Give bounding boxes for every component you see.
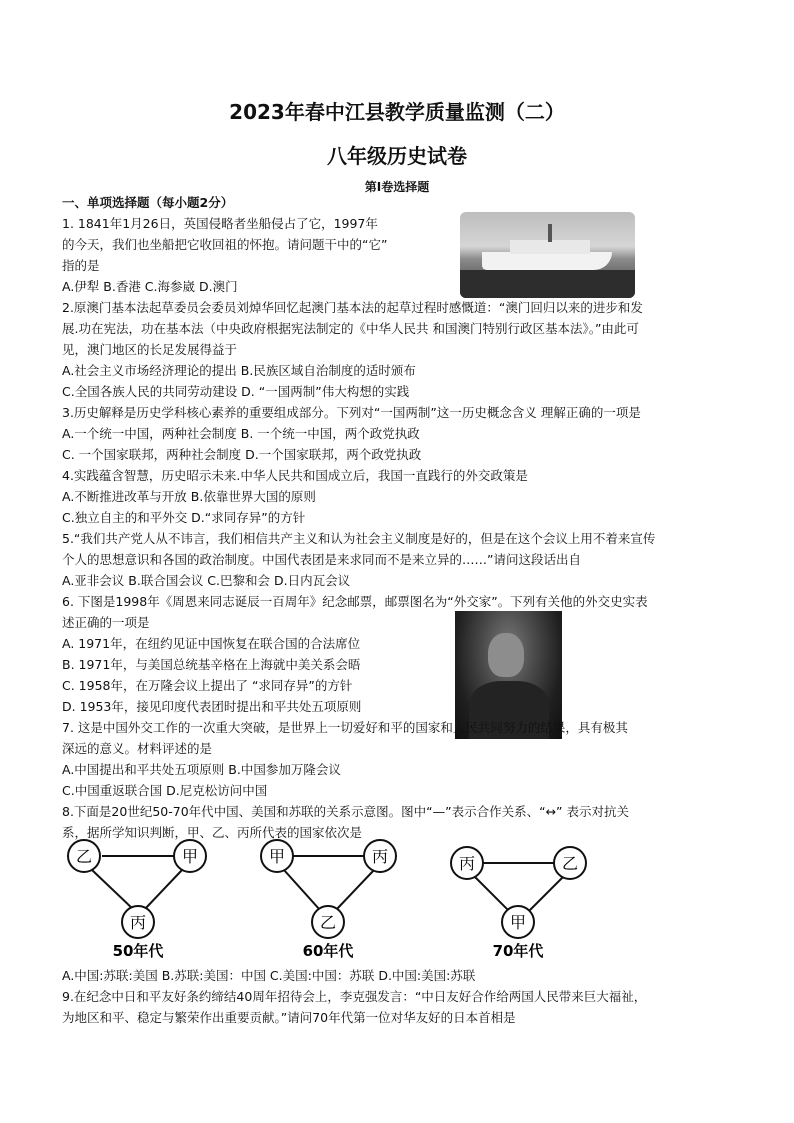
question-4-options-2: C.独立自主的和平外交 D.“求同存异”的方针 — [62, 510, 306, 525]
ship-photo — [460, 212, 635, 298]
diagram-50s — [68, 840, 206, 960]
node-label: 丙 — [371, 847, 389, 866]
decade-label: 60年代 — [302, 942, 354, 960]
node-label: 甲 — [509, 913, 527, 932]
question-4-options-1: A.不断推进改革与开放 B.依靠世界大国的原则 — [62, 489, 316, 504]
decade-label: 70年代 — [492, 942, 544, 960]
diagram-70s — [451, 847, 586, 960]
exam-subtitle: 八年级历史试卷 — [327, 144, 467, 168]
question-1-line-3: 指的是 — [62, 258, 100, 273]
question-6-option-d: D. 1953年，接见印度代表团时提出和平共处五项原则 — [62, 699, 362, 714]
question-8-line-1: 8.下面是20世纪50-70年代中国、美国和苏联的关系示意图。图中“—”表示合作关系、“↔” 表示对抗关 — [62, 804, 630, 819]
question-2-options-2: C.全国各族人民的共同劳动建设 D. “一国两制”伟大构想的实践 — [62, 384, 410, 399]
section-title: 一、单项选择题（每小题2分） — [62, 195, 234, 210]
question-6-option-a: A. 1971年，在纽约见证中国恢复在联合国的合法席位 — [62, 636, 361, 651]
question-3-options-2: C. 一个国家联邦，两种社会制度 D.一个国家联邦，两个政党执政 — [62, 447, 422, 462]
question-3-options-1: A.一个统一中国，两种社会制度 B. 一个统一中国，两个政党执政 — [62, 426, 420, 441]
question-1-line-1: 1. 1841年1月26日，英国侵略者坐船侵占了它，1997年 — [62, 216, 378, 231]
question-3-line-1: 3.历史解释是历史学科核心素养的重要组成部分。下列对“一国两制”这一历史概念含义 理解正确的一项是 — [62, 405, 641, 420]
question-6-option-b: B. 1971年，与美国总统基辛格在上海就中美关系会晤 — [62, 657, 361, 672]
question-7-line-2: 深远的意义。材料评述的是 — [62, 741, 213, 756]
question-6-line-2: 述正确的一项是 — [62, 615, 150, 630]
question-9-line-1: 9.在纪念中日和平友好条约缔结40周年招待会上，李克强发言：“中日友好合作给两国人民带来巨大福祉， — [62, 989, 647, 1004]
question-8-options: A.中国:苏联:美国 B.苏联:美国：中国 C.美国:中国：苏联 D.中国:美国:苏联 — [62, 968, 476, 983]
question-1-options: A.伊犁 B.香港 C.海参崴 D.澳门 — [62, 279, 238, 294]
question-5-line-1: 5.“我们共产党人从不讳言，我们相信共产主义和认为社会主义制度是好的，但是在这个会议上用不着来宣传 — [62, 531, 656, 546]
node-label: 丙 — [129, 913, 147, 932]
question-2-line-2: 展.功在宪法，功在基本法（中央政府根据宪法制定的《中华人民共 和国澳门特别行政区基本法》。”由此可 — [62, 321, 639, 336]
diagram-60s — [261, 840, 396, 960]
question-2-options-1: A.社会主义市场经济理论的提出 B.民族区域自治制度的适时颁布 — [62, 363, 416, 378]
question-8-line-2: 系，据所学知识判断，甲、乙、丙所代表的国家依次是 — [62, 825, 363, 840]
question-7-line-1: 7. 这是中国外交工作的一次重大突破，是世界上一切爱好和平的国家和人民共同努力的结果，具有极其 — [62, 720, 628, 735]
question-6-option-c: C. 1958年，在万隆会议上提出了 “求同存异”的方针 — [62, 678, 353, 693]
decade-label: 50年代 — [112, 942, 164, 960]
question-6-line-1: 6. 下图是1998年《周恩来同志诞辰一百周年》纪念邮票，邮票图名为“外交家”。下列有关他的外交史实表 — [62, 594, 648, 609]
question-4-line-1: 4.实践蕴含智慧，历史昭示未来.中华人民共和国成立后，我国一直践行的外交政策是 — [62, 468, 528, 483]
question-2-line-3: 见，澳门地区的长足发展得益于 — [62, 342, 238, 357]
exam-title: 2023年春中江县教学质量监测（二） — [229, 100, 565, 124]
relations-diagram — [62, 838, 612, 963]
question-9-line-2: 为地区和平、稳定与繁荣作出重要贡献。”请问70年代第一位对华友好的日本首相是 — [62, 1010, 516, 1025]
node-label: 乙 — [561, 854, 579, 873]
question-2-line-1: 2.原澳门基本法起草委员会委员刘焯华回忆起澳门基本法的起草过程时感慨道：“澳门回归以来的进步和发 — [62, 300, 643, 315]
node-label: 乙 — [75, 847, 93, 866]
node-label: 甲 — [181, 847, 199, 866]
node-label: 甲 — [268, 847, 286, 866]
node-label: 乙 — [319, 913, 337, 932]
question-5-options: A.亚非会议 B.联合国会议 C.巴黎和会 D.日内瓦会议 — [62, 573, 351, 588]
section-heading: 第Ⅰ卷选择题 — [364, 180, 430, 194]
question-7-options-1: A.中国提出和平共处五项原则 B.中国参加万隆会议 — [62, 762, 341, 777]
question-5-line-2: 个人的思想意识和各国的政治制度。中国代表团是来求同而不是来立异的……”请问这段话出自 — [62, 552, 581, 567]
question-1-line-2: 的今天，我们也坐船把它收回祖的怀抱。请问题干中的“它” — [62, 237, 388, 252]
node-label: 丙 — [458, 854, 476, 873]
question-7-options-2: C.中国重返联合国 D.尼克松访问中国 — [62, 783, 268, 798]
